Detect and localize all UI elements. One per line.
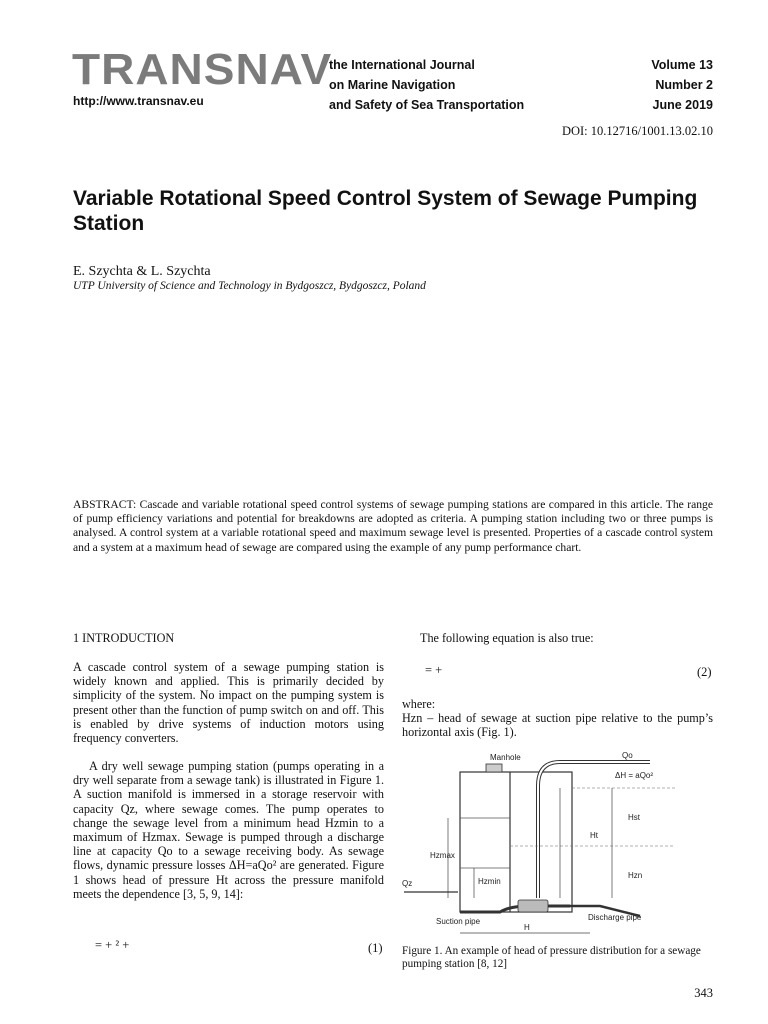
volume: Volume 13 xyxy=(651,58,713,72)
label-delta-h: ΔH = aQo² xyxy=(615,771,654,780)
intro-paragraph-1 xyxy=(73,660,384,745)
affiliation: UTP University of Science and Technology in Bydgoszcz, Bydgoszcz, Poland xyxy=(73,280,426,292)
equation-1-number: (1) xyxy=(368,941,383,955)
label-qz: Qz xyxy=(402,879,413,888)
label-suction: Suction pipe xyxy=(436,917,481,926)
journal-logo xyxy=(72,46,332,92)
label-ht: Ht xyxy=(590,831,598,840)
label-manhole: Manhole xyxy=(490,753,521,762)
abstract: ABSTRACT: Cascade and variable rotational speed control systems of sewage pumping stations are compared in this article. The range of pump efficiency variations and potential for breakdowns are adopted as criteria. A pumping station including two or three pumps is analysed. A control system at a variable rotational speed and maximum sewage level is presented. Properties of a cascade control system and a system at a maximum head of sewage are compared using the example of any pump performance chart. xyxy=(73,498,713,554)
journal-url[interactable]: http://www.transnav.eu xyxy=(73,94,204,108)
figure-caption: Figure 1. An example of head of pressure distribution for a sewage pumping station [8, 12] xyxy=(402,945,701,970)
journal-name xyxy=(329,55,524,115)
section-heading: 1 INTRODUCTION xyxy=(73,631,175,645)
issue-info xyxy=(651,55,713,115)
label-discharge: Discharge pipe xyxy=(588,913,642,922)
logo-text: TRANSNAV xyxy=(72,44,333,94)
number: Number 2 xyxy=(655,78,713,92)
figure-1 xyxy=(400,748,680,945)
tank-outline xyxy=(460,772,572,912)
paper-title: Variable Rotational Speed Control System of Sewage Pumping Station xyxy=(73,187,698,235)
label-hzn: Hzn xyxy=(628,871,643,880)
equation-2: = + xyxy=(425,663,443,677)
right-intro-line: The following equation is also true: xyxy=(420,631,594,645)
pump-shape xyxy=(518,900,548,912)
journal-line-2: on Marine Navigation xyxy=(329,78,456,92)
journal-line-3: and Safety of Sea Transportation xyxy=(329,98,525,112)
para-1-text: A cascade control system of a sewage pumping station is widely known and applied. This is primarily decided by simplicity of the system. No impact on the pumping system is present other than the function of pump switch on and off. This is enabled by drive systems of induction motors using frequency converters. xyxy=(73,660,384,746)
equation-2-number: (2) xyxy=(697,665,712,679)
pumping-station-diagram xyxy=(400,748,680,940)
doi: DOI: 10.12716/1001.13.02.10 xyxy=(561,124,713,138)
label-hzmin: Hzmin xyxy=(478,877,501,886)
authors: E. Szychta & L. Szychta xyxy=(73,264,211,279)
label-qo: Qo xyxy=(622,751,633,760)
date: June 2019 xyxy=(652,98,713,112)
hzn-definition: Hzn – head of sewage at suction pipe relative to the pump’s horizontal axis (Fig. 1). xyxy=(402,711,713,740)
manhole-shape xyxy=(486,764,502,772)
equation-1: = + ² + xyxy=(95,938,130,952)
label-h: H xyxy=(524,923,530,932)
label-hst: Hst xyxy=(628,813,640,822)
journal-line-1: the International Journal xyxy=(329,58,475,72)
where-label: where: xyxy=(402,697,436,711)
page-number: 343 xyxy=(694,986,713,1000)
intro-paragraph-2 xyxy=(73,759,384,901)
para-2-text: A dry well sewage pumping station (pumps operating in a dry well separate from a sewage tank) is illustrated in Figure 1. A suction manifold is immersed in a storage reservoir with capacity Qz, where sewage comes. The pump operates to change the sewage level from a minimum head Hzmin to a maximum of Hzmax. Sewage is pumped through a discharge line at capacity Qo to a sewage receiving body. As sewage flows, dynamic pressure losses ΔH=aQo² are generated. Figure 1 shows head of pressure Ht across the pressure manifold meets the dependence [3, 5, 9, 14]: xyxy=(73,759,384,901)
label-hzmax: Hzmax xyxy=(430,851,455,860)
